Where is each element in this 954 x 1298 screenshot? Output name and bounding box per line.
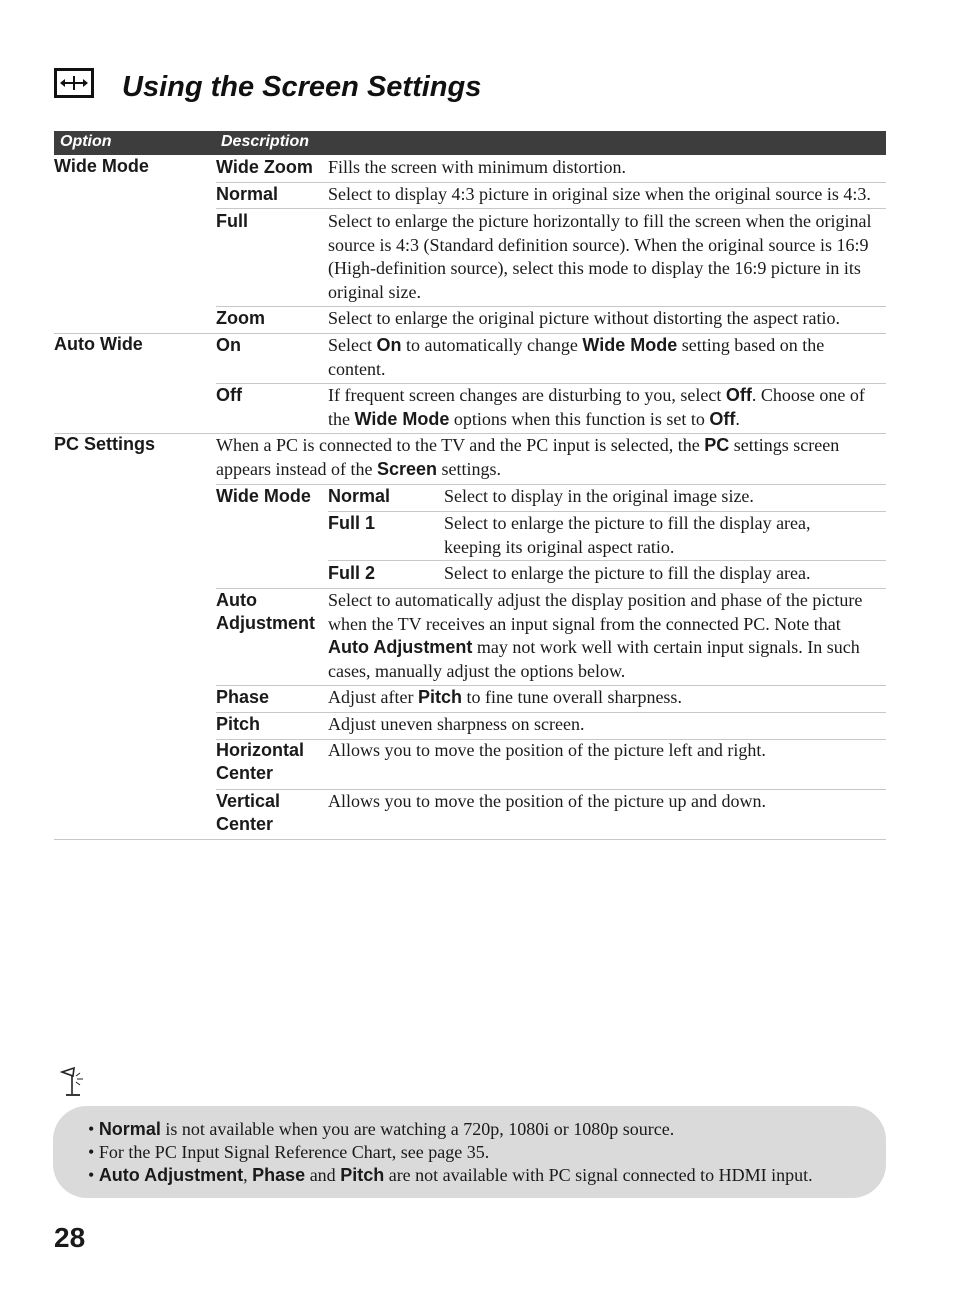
desc-off: If frequent screen changes are disturbing to you, select Off. Choose one of the Wide Mode options when this function is set to Off.	[328, 385, 865, 429]
desc-zoom: Select to enlarge the original picture without distorting the aspect ratio.	[328, 308, 841, 328]
tip-lamp-icon	[58, 1066, 94, 1100]
desc-horizontal-center: Allows you to move the position of the picture left and right.	[328, 740, 766, 760]
label-phase: Phase	[216, 687, 270, 707]
label-full2: Full 2	[328, 563, 376, 583]
header-description: Description	[221, 133, 310, 150]
label-on: On	[216, 335, 241, 355]
desc-normal: Select to display 4:3 picture in original size when the original source is 4:3.	[328, 184, 871, 204]
label-normal: Normal	[216, 184, 279, 204]
label-horizontal-center: Horizontal Center	[216, 740, 304, 783]
divider	[54, 839, 886, 840]
label-vertical-center: Vertical Center	[216, 791, 281, 834]
option-wide-mode: Wide Mode	[54, 156, 149, 176]
label-zoom: Zoom	[216, 308, 265, 328]
label-full: Full	[216, 211, 248, 231]
note-1: • Normal is not available when you are watching a 720p, 1080i or 1080p source.	[88, 1119, 675, 1139]
page-number: 28	[54, 1222, 86, 1253]
desc-full1: Select to enlarge the picture to fill the display area, keeping its original aspect ratio.	[444, 513, 811, 557]
desc-full2: Select to enlarge the picture to fill the display area.	[444, 563, 811, 583]
header-option: Option	[60, 133, 112, 150]
desc-pitch: Adjust uneven sharpness on screen.	[328, 714, 585, 734]
label-pc-wide-mode: Wide Mode	[216, 486, 311, 506]
note-2: • For the PC Input Signal Reference Chart, see page 35.	[88, 1142, 490, 1162]
desc-auto-adjustment: Select to automatically adjust the display position and phase of the picture when the TV receives an input signal from the connected PC. Note that Auto Adjustment may not work well with certain input signals. In such cases, manually adjust the options below.	[328, 590, 863, 681]
desc-full: Select to enlarge the picture horizontally to fill the screen when the original source is 4:3 (Standard definition source). When the original source is 16:9 (High-definition source), select this mode to display the 16:9 picture in its original size.	[328, 211, 872, 302]
pc-settings-intro: When a PC is connected to the TV and the PC input is selected, the PC settings screen appears instead of the Screen settings.	[216, 435, 840, 479]
label-auto-adjustment: Auto Adjustment	[216, 590, 315, 633]
divider	[328, 560, 886, 561]
page-title: Using the Screen Settings	[122, 71, 482, 103]
label-pc-normal: Normal	[328, 486, 391, 506]
option-pc-settings: PC Settings	[54, 434, 156, 454]
label-off: Off	[216, 385, 242, 405]
label-full1: Full 1	[328, 513, 376, 533]
screen-settings-icon	[54, 68, 94, 98]
label-pitch: Pitch	[216, 714, 261, 734]
note-3: • Auto Adjustment, Phase and Pitch are not available with PC signal connected to HDMI input.	[88, 1165, 813, 1185]
label-wide-zoom: Wide Zoom	[216, 157, 313, 177]
table-header	[54, 131, 886, 155]
divider	[216, 208, 886, 209]
desc-pc-normal: Select to display in the original image size.	[444, 486, 754, 506]
option-auto-wide: Auto Wide	[54, 334, 143, 354]
desc-on: Select On to automatically change Wide Mode setting based on the content.	[328, 335, 825, 379]
desc-vertical-center: Allows you to move the position of the picture up and down.	[328, 791, 766, 811]
desc-wide-zoom: Fills the screen with minimum distortion.	[328, 157, 626, 177]
desc-phase: Adjust after Pitch to fine tune overall sharpness.	[328, 687, 682, 707]
